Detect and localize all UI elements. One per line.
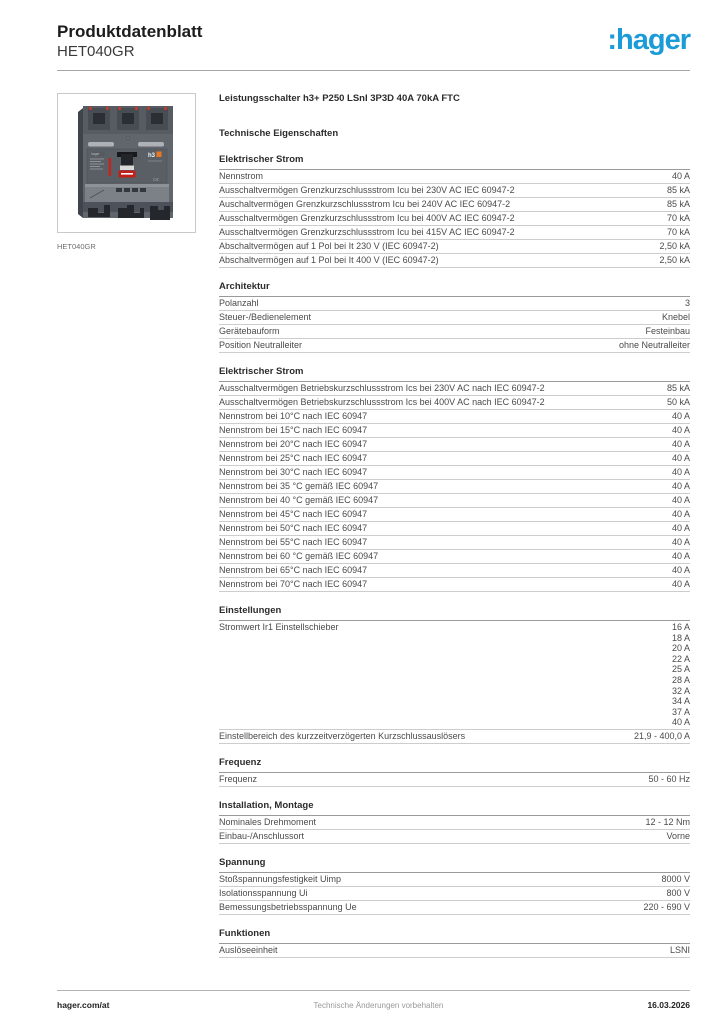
spec-row xyxy=(219,816,690,830)
row-value: 40 A xyxy=(671,411,690,421)
row-value: 40 A xyxy=(671,453,690,463)
spec-row xyxy=(219,311,690,325)
row-label: Nennstrom bei 50°C nach IEC 60947 xyxy=(219,523,368,533)
spec-row xyxy=(219,382,690,396)
footer-disclaimer: Technische Änderungen vorbehalten xyxy=(313,1001,444,1010)
footer-row xyxy=(57,1000,690,1010)
spec-section xyxy=(219,281,690,353)
spec-row xyxy=(219,536,690,550)
row-label: Nennstrom bei 25°C nach IEC 60947 xyxy=(219,453,368,463)
row-label: Abschaltvermögen auf 1 Pol bei It 400 V (IEC 60947-2) xyxy=(219,255,439,265)
row-label: Nennstrom bei 65°C nach IEC 60947 xyxy=(219,565,368,575)
section-title: Funktionen xyxy=(219,928,690,944)
spec-row xyxy=(219,424,690,438)
row-label: Nennstrom bei 10°C nach IEC 60947 xyxy=(219,411,368,421)
row-label: Frequenz xyxy=(219,773,258,784)
section-title: Einstellungen xyxy=(219,605,690,621)
spec-column xyxy=(219,93,690,958)
row-value: 40 A xyxy=(671,523,690,533)
row-value: 40 A xyxy=(671,509,690,519)
row-label: Stoßspannungsfestigkeit Uimp xyxy=(219,873,342,884)
spec-row xyxy=(219,830,690,844)
row-label: Abschaltvermögen auf 1 Pol bei It 230 V (IEC 60947-2) xyxy=(219,241,439,251)
row-label: Auschaltvermögen Grenzkurzschlussstrom Icu bei 240V AC IEC 60947-2 xyxy=(219,199,511,209)
row-label: Nennstrom bei 45°C nach IEC 60947 xyxy=(219,509,368,519)
spec-section xyxy=(219,154,690,268)
tech-properties-heading: Technische Eigenschaften xyxy=(219,128,339,139)
row-label: Nennstrom bei 40 °C gemäß IEC 60947 xyxy=(219,495,379,505)
spec-row xyxy=(219,522,690,536)
row-value: 40 A xyxy=(671,579,690,589)
spec-row xyxy=(219,212,690,226)
row-label: Nennstrom bei 60 °C gemäß IEC 60947 xyxy=(219,551,379,561)
spec-row xyxy=(219,873,690,887)
row-value: 12 - 12 Nm xyxy=(645,816,690,827)
spec-row xyxy=(219,410,690,424)
svg-text:hager: hager xyxy=(90,152,100,157)
section-title: Elektrischer Strom xyxy=(219,366,690,382)
hager-logo: :hager xyxy=(607,24,690,56)
row-value: 50 kA xyxy=(666,397,690,407)
row-value: 3 xyxy=(684,298,690,308)
row-label: Ausschaltvermögen Grenzkurzschlussstrom Icu bei 230V AC IEC 60947-2 xyxy=(219,185,515,195)
svg-text:C€: C€ xyxy=(152,177,159,182)
row-label: Nennstrom bei 70°C nach IEC 60947 xyxy=(219,579,368,589)
row-label: Nennstrom bei 20°C nach IEC 60947 xyxy=(219,439,368,449)
row-value: 40 A xyxy=(671,495,690,505)
product-reference: HET040GR xyxy=(57,43,135,60)
spec-row xyxy=(219,396,690,410)
header-divider xyxy=(57,70,690,71)
spec-row xyxy=(219,339,690,353)
spec-section xyxy=(219,857,690,915)
spec-row xyxy=(219,564,690,578)
header-titles xyxy=(57,22,202,61)
page-footer xyxy=(57,990,690,1010)
row-value: 40 A xyxy=(671,425,690,435)
row-value: LSNI xyxy=(669,944,690,955)
spec-section xyxy=(219,366,690,592)
section-title: Frequenz xyxy=(219,757,690,773)
spec-row xyxy=(219,466,690,480)
row-label: Bemessungsbetriebsspannung Ue xyxy=(219,901,357,912)
product-image-column xyxy=(57,93,196,958)
row-label: Position Neutralleiter xyxy=(219,340,303,350)
row-label: Ausschaltvermögen Grenzkurzschlussstrom Icu bei 400V AC IEC 60947-2 xyxy=(219,213,515,223)
row-value: 8000 V xyxy=(661,873,690,884)
row-label: Nominales Drehmoment xyxy=(219,816,317,827)
row-label: Ausschaltvermögen Betriebskurzschlussstrom Ics bei 400V AC nach IEC 60947-2 xyxy=(219,397,545,407)
spec-section xyxy=(219,757,690,787)
row-value: 40 A xyxy=(671,481,690,491)
document-title: Produktdatenblatt xyxy=(57,22,203,41)
spec-row xyxy=(219,325,690,339)
row-value: 220 - 690 V xyxy=(643,901,690,912)
row-label: Ausschaltvermögen Grenzkurzschlussstrom Icu bei 415V AC IEC 60947-2 xyxy=(219,227,515,237)
row-value: 2,50 kA xyxy=(659,241,690,251)
row-label: Auslöseeinheit xyxy=(219,944,278,955)
row-label: Stromwert Ir1 Einstellschieber xyxy=(219,622,339,632)
row-label: Ausschaltvermögen Betriebskurzschlussstrom Ics bei 230V AC nach IEC 60947-2 xyxy=(219,383,545,393)
spec-section xyxy=(219,928,690,958)
spec-row xyxy=(219,226,690,240)
row-label: Einstellbereich des kurzzeitverzögerten Kurzschlussauslösers xyxy=(219,730,466,741)
row-value: 50 - 60 Hz xyxy=(648,773,690,784)
row-label: Nennstrom xyxy=(219,171,264,181)
row-value: 70 kA xyxy=(666,213,690,223)
row-value: 40 A xyxy=(671,171,690,181)
spec-row xyxy=(219,550,690,564)
spec-section xyxy=(219,800,690,844)
spec-section xyxy=(219,605,690,744)
footer-divider xyxy=(57,990,690,991)
row-value: 40 A xyxy=(671,565,690,575)
row-label: Nennstrom bei 15°C nach IEC 60947 xyxy=(219,425,368,435)
row-value: Vorne xyxy=(666,830,690,841)
spec-row xyxy=(219,184,690,198)
section-title: Architektur xyxy=(219,281,690,297)
spec-row xyxy=(219,240,690,254)
spec-row xyxy=(219,621,690,730)
spec-row xyxy=(219,901,690,915)
spec-row xyxy=(219,452,690,466)
spec-table xyxy=(219,154,690,958)
spec-row xyxy=(219,578,690,592)
row-label: Nennstrom bei 30°C nach IEC 60947 xyxy=(219,467,368,477)
spec-row xyxy=(219,887,690,901)
footer-date: 16.03.2026 xyxy=(647,1000,690,1010)
circuit-breaker-illustration xyxy=(74,100,180,226)
row-label: Polanzahl xyxy=(219,298,259,308)
row-label: Einbau-/Anschlussort xyxy=(219,830,305,841)
row-value: 70 kA xyxy=(666,227,690,237)
spec-row xyxy=(219,773,690,787)
spec-row xyxy=(219,254,690,268)
row-value: Knebel xyxy=(661,312,690,322)
spec-row xyxy=(219,494,690,508)
spec-row xyxy=(219,198,690,212)
product-image-caption: HET040GR xyxy=(57,242,96,251)
spec-row xyxy=(219,508,690,522)
section-title: Installation, Montage xyxy=(219,800,690,816)
row-value: 40 A xyxy=(671,467,690,477)
row-value: 85 kA xyxy=(666,383,690,393)
page-header xyxy=(57,22,690,61)
spec-row xyxy=(219,730,690,744)
row-value: 40 A xyxy=(671,537,690,547)
row-label: Gerätebauform xyxy=(219,326,280,336)
spec-row xyxy=(219,297,690,311)
row-label: Nennstrom bei 55°C nach IEC 60947 xyxy=(219,537,368,547)
row-value: 16 A 18 A 20 A 22 A 25 A 28 A 32 A 34 A 37 A 40 A xyxy=(671,622,690,728)
spec-row xyxy=(219,438,690,452)
svg-text:h3: h3 xyxy=(147,153,155,159)
row-label: Nennstrom bei 35 °C gemäß IEC 60947 xyxy=(219,481,379,491)
spec-row xyxy=(219,170,690,184)
content-area xyxy=(57,93,690,958)
row-value: 40 A xyxy=(671,439,690,449)
row-value: 21,9 - 400,0 A xyxy=(633,730,690,741)
product-title: Leistungsschalter h3+ P250 LSnI 3P3D 40A 70kA FTC xyxy=(219,93,460,104)
row-value: 85 kA xyxy=(666,199,690,209)
row-value: 40 A xyxy=(671,551,690,561)
row-value: 85 kA xyxy=(666,185,690,195)
product-image xyxy=(57,93,196,233)
section-title: Elektrischer Strom xyxy=(219,154,690,170)
row-value: 2,50 kA xyxy=(659,255,690,265)
row-value: ohne Neutralleiter xyxy=(618,340,690,350)
spec-row xyxy=(219,480,690,494)
footer-website: hager.com/at xyxy=(57,1000,110,1010)
spec-row xyxy=(219,944,690,958)
row-value: 800 V xyxy=(666,887,690,898)
row-value: Festeinbau xyxy=(645,326,690,336)
row-label: Isolationsspannung Ui xyxy=(219,887,308,898)
section-title: Spannung xyxy=(219,857,690,873)
row-label: Steuer-/Bedienelement xyxy=(219,312,312,322)
